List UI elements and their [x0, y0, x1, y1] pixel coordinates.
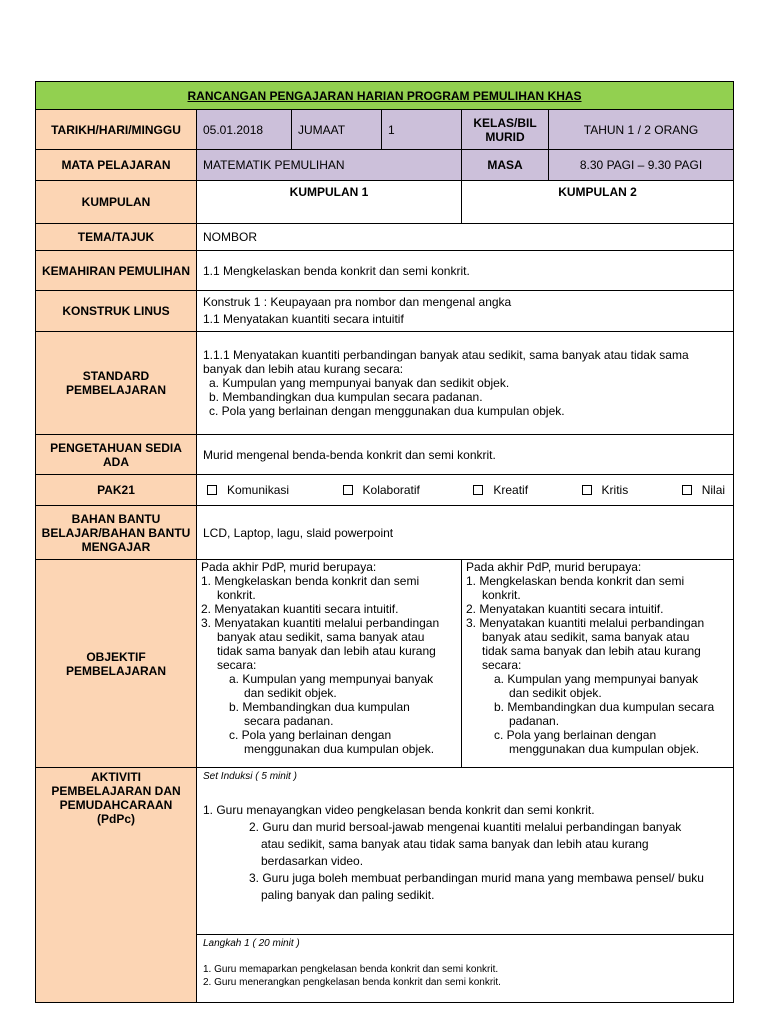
pak21-komunikasi[interactable]: Komunikasi — [207, 483, 289, 497]
pak21-kreatif[interactable]: Kreatif — [473, 483, 528, 497]
bahan-label: BAHAN BANTU BELAJAR/BAHAN BANTU MENGAJAR — [36, 506, 197, 560]
kemahiran-row — [36, 251, 734, 291]
langkah-1-heading: Langkah 1 ( 20 minit ) — [203, 938, 300, 949]
objektif-row — [36, 560, 734, 768]
mata-pelajaran-value: MATEMATIK PEMULIHAN — [197, 150, 462, 181]
minggu-value: 1 — [382, 110, 462, 150]
pengetahuan-value: Murid mengenal benda-benda konkrit dan semi konkrit. — [197, 435, 734, 475]
tarikh-label: TARIKH/HARI/MINGGU — [36, 110, 197, 150]
kemahiran-label: KEMAHIRAN PEMULIHAN — [36, 251, 197, 291]
tema-row — [36, 224, 734, 251]
pak21-kolaboratif[interactable]: Kolaboratif — [343, 483, 420, 497]
pengetahuan-label: PENGETAHUAN SEDIA ADA — [36, 435, 197, 475]
konstruk-line-2: 1.1 Menyatakan kuantiti secara intuitif — [203, 312, 404, 326]
standard-row — [36, 332, 734, 435]
langkah-1-step-1: 1. Guru memaparkan pengkelasan benda konkrit dan semi konkrit. — [203, 964, 499, 975]
page-title: RANCANGAN PENGAJARAN HARIAN PROGRAM PEMULIHAN KHAS — [36, 82, 734, 110]
tema-label: TEMA/TAJUK — [36, 224, 197, 251]
pak21-options — [197, 475, 734, 506]
langkah-1-cell — [197, 935, 734, 1003]
mata-pelajaran-row — [36, 150, 734, 181]
konstruk-value — [197, 291, 734, 332]
aktiviti-label: AKTIVITI PEMBELAJARAN DAN PEMUDAHCARAAN (PdPc) — [36, 768, 197, 1003]
kumpulan-1-header: KUMPULAN 1 — [197, 181, 462, 224]
aktiviti-row — [36, 768, 734, 935]
pak21-label: PAK21 — [36, 475, 197, 506]
kelas-label: KELAS/BIL MURID — [462, 110, 549, 150]
objektif-label: OBJEKTIF PEMBELAJARAN — [36, 560, 197, 768]
konstruk-row — [36, 291, 734, 332]
checkbox-icon — [682, 485, 692, 495]
kumpulan-row — [36, 181, 734, 224]
konstruk-line-1: Konstruk 1 : Keupayaan pra nombor dan mengenal angka — [203, 295, 512, 309]
bahan-row — [36, 506, 734, 560]
objektif-kumpulan-1: Pada akhir PdP, murid berupaya: 1. Mengkelaskan benda konkrit dan semi konkrit. 2. Menyatakan kuantiti secara intuitif. 3. Menyatakan kuantiti melalui perbandingan banyak atau sedikit, sama banyak atau tidak sama banyak dan lebih atau kurang secara: a. Kumpulan yang mempunyai banyak dan sedikit objek. b. Membandingkan dua kumpulan secara padanan. c. Pola yang berlainan dengan menggunakan dua kumpulan objek. — [197, 560, 462, 768]
checkbox-icon — [343, 485, 353, 495]
checkbox-icon — [207, 485, 217, 495]
lesson-plan-document — [35, 81, 733, 1003]
objektif-kumpulan-2: Pada akhir PdP, murid berupaya: 1. Mengkelaskan benda konkrit dan semi konkrit. 2. Menyatakan kuantiti secara intuitif. 3. Menyatakan kuantiti melalui perbandingan banyak atau sedikit, sama banyak atau tidak sama banyak dan lebih atau kurang secara: a. Kumpulan yang mempunyai banyak dan sedikit objek. b. Membandingkan dua kumpulan secara padanan. c. Pola yang berlainan dengan menggunakan dua kumpulan objek. — [462, 560, 734, 768]
tarikh-row — [36, 110, 734, 150]
checkbox-icon — [582, 485, 592, 495]
lesson-plan-table — [35, 81, 734, 1003]
standard-item-b: b. Membandingkan dua kumpulan secara padanan. — [209, 390, 483, 404]
set-induksi-step-1: 1. Guru menayangkan video pengkelasan benda konkrit dan semi konkrit. — [203, 803, 595, 817]
standard-value — [197, 332, 734, 435]
standard-label: STANDARD PEMBELAJARAN — [36, 332, 197, 435]
kemahiran-value: 1.1 Mengkelaskan benda konkrit dan semi konkrit. — [197, 251, 734, 291]
pengetahuan-row — [36, 435, 734, 475]
pak21-row — [36, 475, 734, 506]
tarikh-value: 05.01.2018 — [197, 110, 292, 150]
set-induksi-cell — [197, 768, 734, 935]
title-row — [36, 82, 734, 110]
langkah-1-step-2: 2. Guru menerangkan pengkelasan benda konkrit dan semi konkrit. — [203, 977, 501, 988]
standard-item-a: a. Kumpulan yang mempunyai banyak dan sedikit objek. — [209, 376, 510, 390]
tema-value: NOMBOR — [197, 224, 734, 251]
set-induksi-step-3: 3. Guru juga boleh membuat perbandingan murid mana yang membawa pensel/ buku paling banyak dan paling sedikit. — [249, 871, 704, 902]
mata-pelajaran-label: MATA PELAJARAN — [36, 150, 197, 181]
checkbox-icon — [473, 485, 483, 495]
konstruk-label: KONSTRUK LINUS — [36, 291, 197, 332]
standard-item-c: c. Pola yang berlainan dengan menggunakan dua kumpulan objek. — [209, 404, 565, 418]
set-induksi-step-2: 2. Guru dan murid bersoal-jawab mengenai kuantiti melalui perbandingan banyak atau sedikit, sama banyak atau tidak sama banyak dan lebih atau kurang berdasarkan video. — [249, 820, 682, 868]
masa-label: MASA — [462, 150, 549, 181]
kelas-value: TAHUN 1 / 2 ORANG — [549, 110, 734, 150]
hari-value: JUMAAT — [292, 110, 382, 150]
standard-line-2: banyak dan lebih atau kurang secara: — [203, 362, 404, 376]
masa-value: 8.30 PAGI – 9.30 PAGI — [549, 150, 734, 181]
set-induksi-heading: Set Induksi ( 5 minit ) — [203, 771, 297, 782]
kumpulan-2-header: KUMPULAN 2 — [462, 181, 734, 224]
pak21-nilai[interactable]: Nilai — [682, 483, 725, 497]
kumpulan-label: KUMPULAN — [36, 181, 197, 224]
standard-line-1: 1.1.1 Menyatakan kuantiti perbandingan banyak atau sedikit, sama banyak atau tidak sama — [203, 348, 689, 362]
bahan-value: LCD, Laptop, lagu, slaid powerpoint — [197, 506, 734, 560]
pak21-kritis[interactable]: Kritis — [582, 483, 629, 497]
